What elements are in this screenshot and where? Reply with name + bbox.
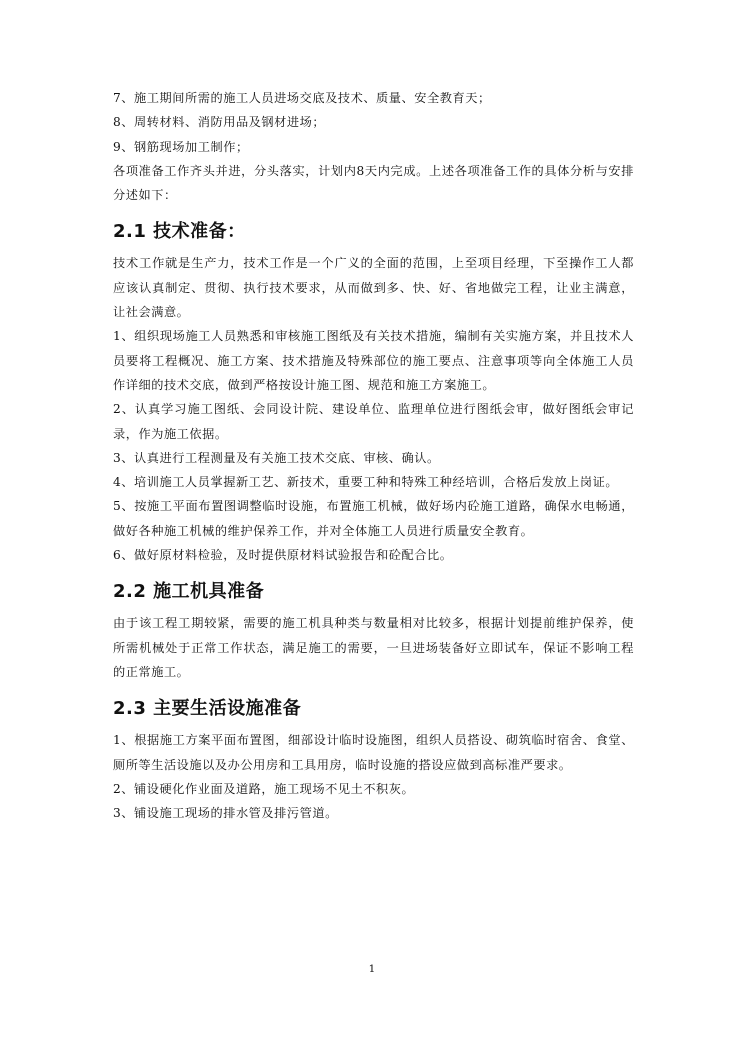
living-item-2: 2、铺设硬化作业面及道路，施工现场不见土不积灰。 xyxy=(113,781,415,796)
intro-item-7: 7、施工期间所需的施工人员进场交底及技术、质量、安全教育天； xyxy=(113,91,491,105)
technical-item-6: 6、做好原材料检验，及时提供原材料试验报告和砼配合比。 xyxy=(113,548,453,563)
technical-item-5: 5、按施工平面布置图调整临时设施，布置施工机械，做好场内砼施工道路，确保水电畅通，做好各种施工机械的维护保养工作，并对全体施工人员进行质量安全教育。 xyxy=(113,499,634,538)
section-heading-machinery: 2.2 施工机具准备 xyxy=(113,581,265,603)
section-heading-technical: 2.1 技术准备： xyxy=(113,221,246,243)
technical-item-2: 2、认真学习施工图纸、会同设计院、建设单位、监理单位进行图纸会审，做好图纸会审记录，作为施工依据。 xyxy=(113,402,634,441)
living-item-3: 3、铺设施工现场的排水管及排污管道。 xyxy=(113,806,338,821)
technical-item-4: 4、培训施工人员掌握新工艺、新技术，重要工种和特殊工种经培训，合格后发放上岗证。 xyxy=(113,475,619,490)
intro-item-8: 8、周转材料、消防用品及钢材进场； xyxy=(113,115,326,130)
intro-summary: 各项准备工作齐头并进，分头落实，计划内8天内完成。上述各项准备工作的具体分析与安排分述如下： xyxy=(113,163,634,203)
section-heading-living-facilities: 2.3 主要生活设施准备 xyxy=(113,698,302,720)
technical-item-1: 1、组织现场施工人员熟悉和审核施工图纸及有关技术措施，编制有关实施方案，并且技术人员要将工程概况、施工方案、技术措施及特殊部位的施工要点、注意事项等向全体施工人员作详细的技术交底，做到严格按设计施工图、规范和施工方案施工。 xyxy=(113,329,634,392)
technical-item-3: 3、认真进行工程测量及有关施工技术交底、审核、确认。 xyxy=(113,450,440,465)
intro-item-9: 9、钢筋现场加工制作； xyxy=(113,139,249,154)
living-item-1: 1、根据施工方案平面布置图，细部设计临时设施图，组织人员搭设、砌筑临时宿舍、食堂、厕所等生活设施以及办公用房和工具用房，临时设施的搭设应做到高标准严要求。 xyxy=(113,733,634,772)
page-number: 1 xyxy=(368,963,376,975)
machinery-paragraph: 由于该工程工期较紧，需要的施工机具种类与数量相对比较多，根据计划提前维护保养，使所需机械处于正常工作状态，满足施工的需要，一旦进场装备好立即试车，保证不影响工程的正常施工。 xyxy=(113,616,634,679)
technical-paragraph: 技术工作就是生产力，技术工作是一个广义的全面的范围，上至项目经理，下至操作工人都应该认真制定、贯彻、执行技术要求，从而做到多、快、好、省地做完工程，让业主满意，让社会满意。 xyxy=(113,256,634,320)
